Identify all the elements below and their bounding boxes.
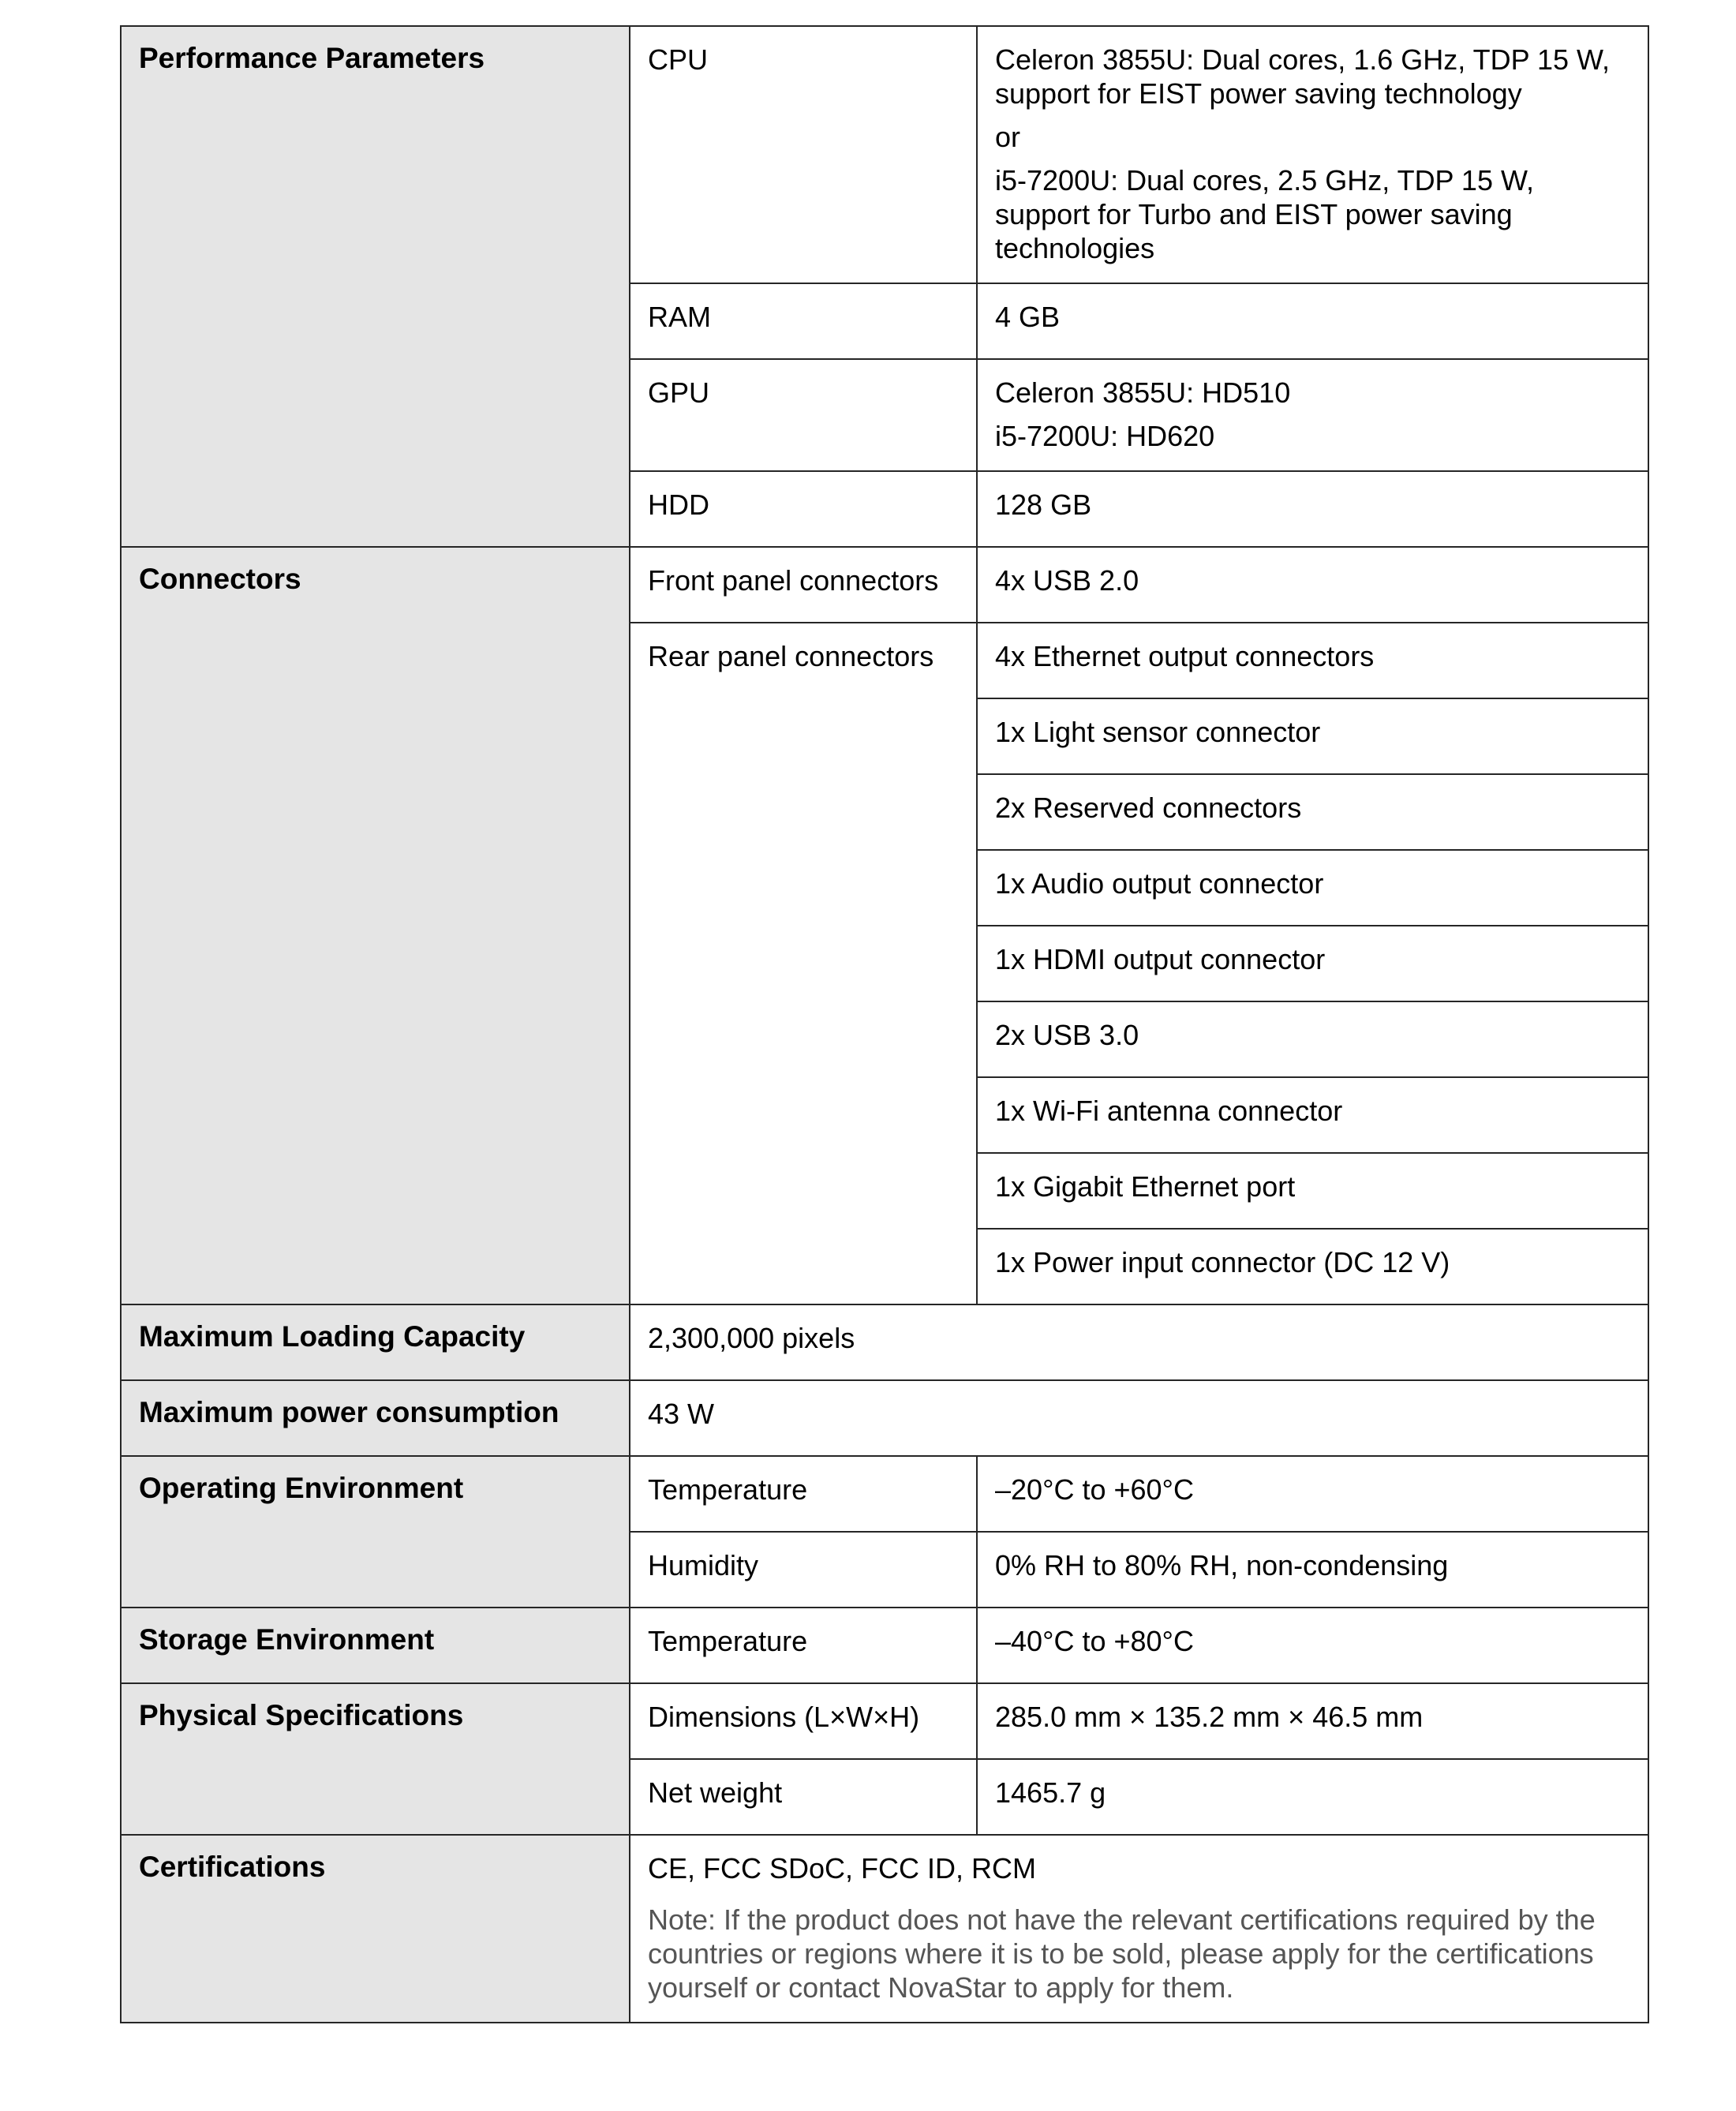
spec-value: 2,300,000 pixels <box>648 1322 855 1354</box>
section-header: Certifications <box>121 1835 630 2023</box>
spec-value-cell <box>977 359 1648 471</box>
spec-value: 4x Ethernet output connectors <box>995 640 1375 672</box>
section-header: Maximum power consumption <box>121 1380 630 1456</box>
section-header: Connectors <box>121 547 630 1304</box>
spec-value-cell <box>977 698 1648 774</box>
table-row <box>121 1835 1648 2023</box>
spec-label: GPU <box>630 359 977 471</box>
spec-label: Dimensions (L×W×H) <box>630 1683 977 1759</box>
specifications-table <box>120 25 1649 2023</box>
spec-value-cell <box>977 1153 1648 1229</box>
table-row <box>121 26 1648 283</box>
spec-label: Front panel connectors <box>630 547 977 623</box>
spec-value-cell <box>977 1229 1648 1304</box>
spec-value-cell <box>630 1304 1648 1380</box>
section-header: Operating Environment <box>121 1456 630 1608</box>
spec-value-cell <box>977 1456 1648 1532</box>
spec-value: 285.0 mm × 135.2 mm × 46.5 mm <box>995 1701 1424 1733</box>
spec-value-cell <box>977 1001 1648 1077</box>
section-header: Storage Environment <box>121 1608 630 1683</box>
section-header: Physical Specifications <box>121 1683 630 1835</box>
spec-value: 4 GB <box>995 301 1061 333</box>
spec-value-cell <box>977 1608 1648 1683</box>
spec-value-cell <box>977 926 1648 1001</box>
spec-label: HDD <box>630 471 977 547</box>
spec-value: 1x HDMI output connector <box>995 943 1326 975</box>
spec-value: –40°C to +80°C <box>995 1625 1194 1657</box>
table-row <box>121 1608 1648 1683</box>
spec-value-cell <box>977 1532 1648 1608</box>
spec-value-cell <box>977 283 1648 359</box>
certification-note: Note: If the product does not have the relevant certifications required by the countries or regions where it is to be sold, please apply for the certifications yourself or contact NovaStar to apply for them. <box>648 1903 1596 2004</box>
spec-value: 1x Audio output connector <box>995 867 1324 900</box>
spec-value: or <box>995 121 1021 153</box>
spec-value-cell <box>977 1077 1648 1153</box>
spec-label: RAM <box>630 283 977 359</box>
spec-value: –20°C to +60°C <box>995 1473 1194 1506</box>
spec-value: 1x Gigabit Ethernet port <box>995 1170 1296 1203</box>
spec-value: 2x USB 3.0 <box>995 1019 1139 1051</box>
spec-label: Net weight <box>630 1759 977 1835</box>
spec-value: 0% RH to 80% RH, non-condensing <box>995 1549 1449 1581</box>
table-row <box>121 1683 1648 1759</box>
table-row <box>121 1380 1648 1456</box>
spec-value: i5-7200U: Dual cores, 2.5 GHz, TDP 15 W, support for Turbo and EIST power saving technologies <box>995 164 1534 264</box>
table-row <box>121 1304 1648 1380</box>
spec-value-cell <box>630 1380 1648 1456</box>
spec-label: Humidity <box>630 1532 977 1608</box>
section-header: Performance Parameters <box>121 26 630 547</box>
spec-value-cell <box>977 1683 1648 1759</box>
spec-value-cell <box>977 471 1648 547</box>
spec-value: 128 GB <box>995 488 1092 521</box>
spec-value-cell <box>977 547 1648 623</box>
spec-label: Temperature <box>630 1456 977 1532</box>
spec-value-cell <box>977 623 1648 698</box>
spec-value: Celeron 3855U: Dual cores, 1.6 GHz, TDP 15 W, support for EIST power saving technology <box>995 43 1611 110</box>
spec-value-cell <box>630 1835 1648 2023</box>
spec-value-cell <box>977 1759 1648 1835</box>
spec-label: CPU <box>630 26 977 283</box>
spec-value: 1465.7 g <box>995 1776 1106 1809</box>
spec-label: Rear panel connectors <box>630 623 977 1304</box>
spec-value-cell <box>977 26 1648 283</box>
spec-value-cell <box>977 774 1648 850</box>
spec-value: 1x Power input connector (DC 12 V) <box>995 1246 1450 1278</box>
spec-value: 2x Reserved connectors <box>995 792 1302 824</box>
section-header: Maximum Loading Capacity <box>121 1304 630 1380</box>
spec-value-cell <box>977 850 1648 926</box>
spec-value: 43 W <box>648 1398 715 1430</box>
table-row <box>121 547 1648 623</box>
spec-value: i5-7200U: HD620 <box>995 420 1215 452</box>
spec-value: 1x Light sensor connector <box>995 716 1321 748</box>
spec-label: Temperature <box>630 1608 977 1683</box>
spec-value: CE, FCC SDoC, FCC ID, RCM <box>648 1852 1037 1885</box>
table-row <box>121 1456 1648 1532</box>
spec-value: 1x Wi-Fi antenna connector <box>995 1095 1343 1127</box>
spec-value: Celeron 3855U: HD510 <box>995 376 1291 409</box>
spec-value: 4x USB 2.0 <box>995 564 1139 597</box>
